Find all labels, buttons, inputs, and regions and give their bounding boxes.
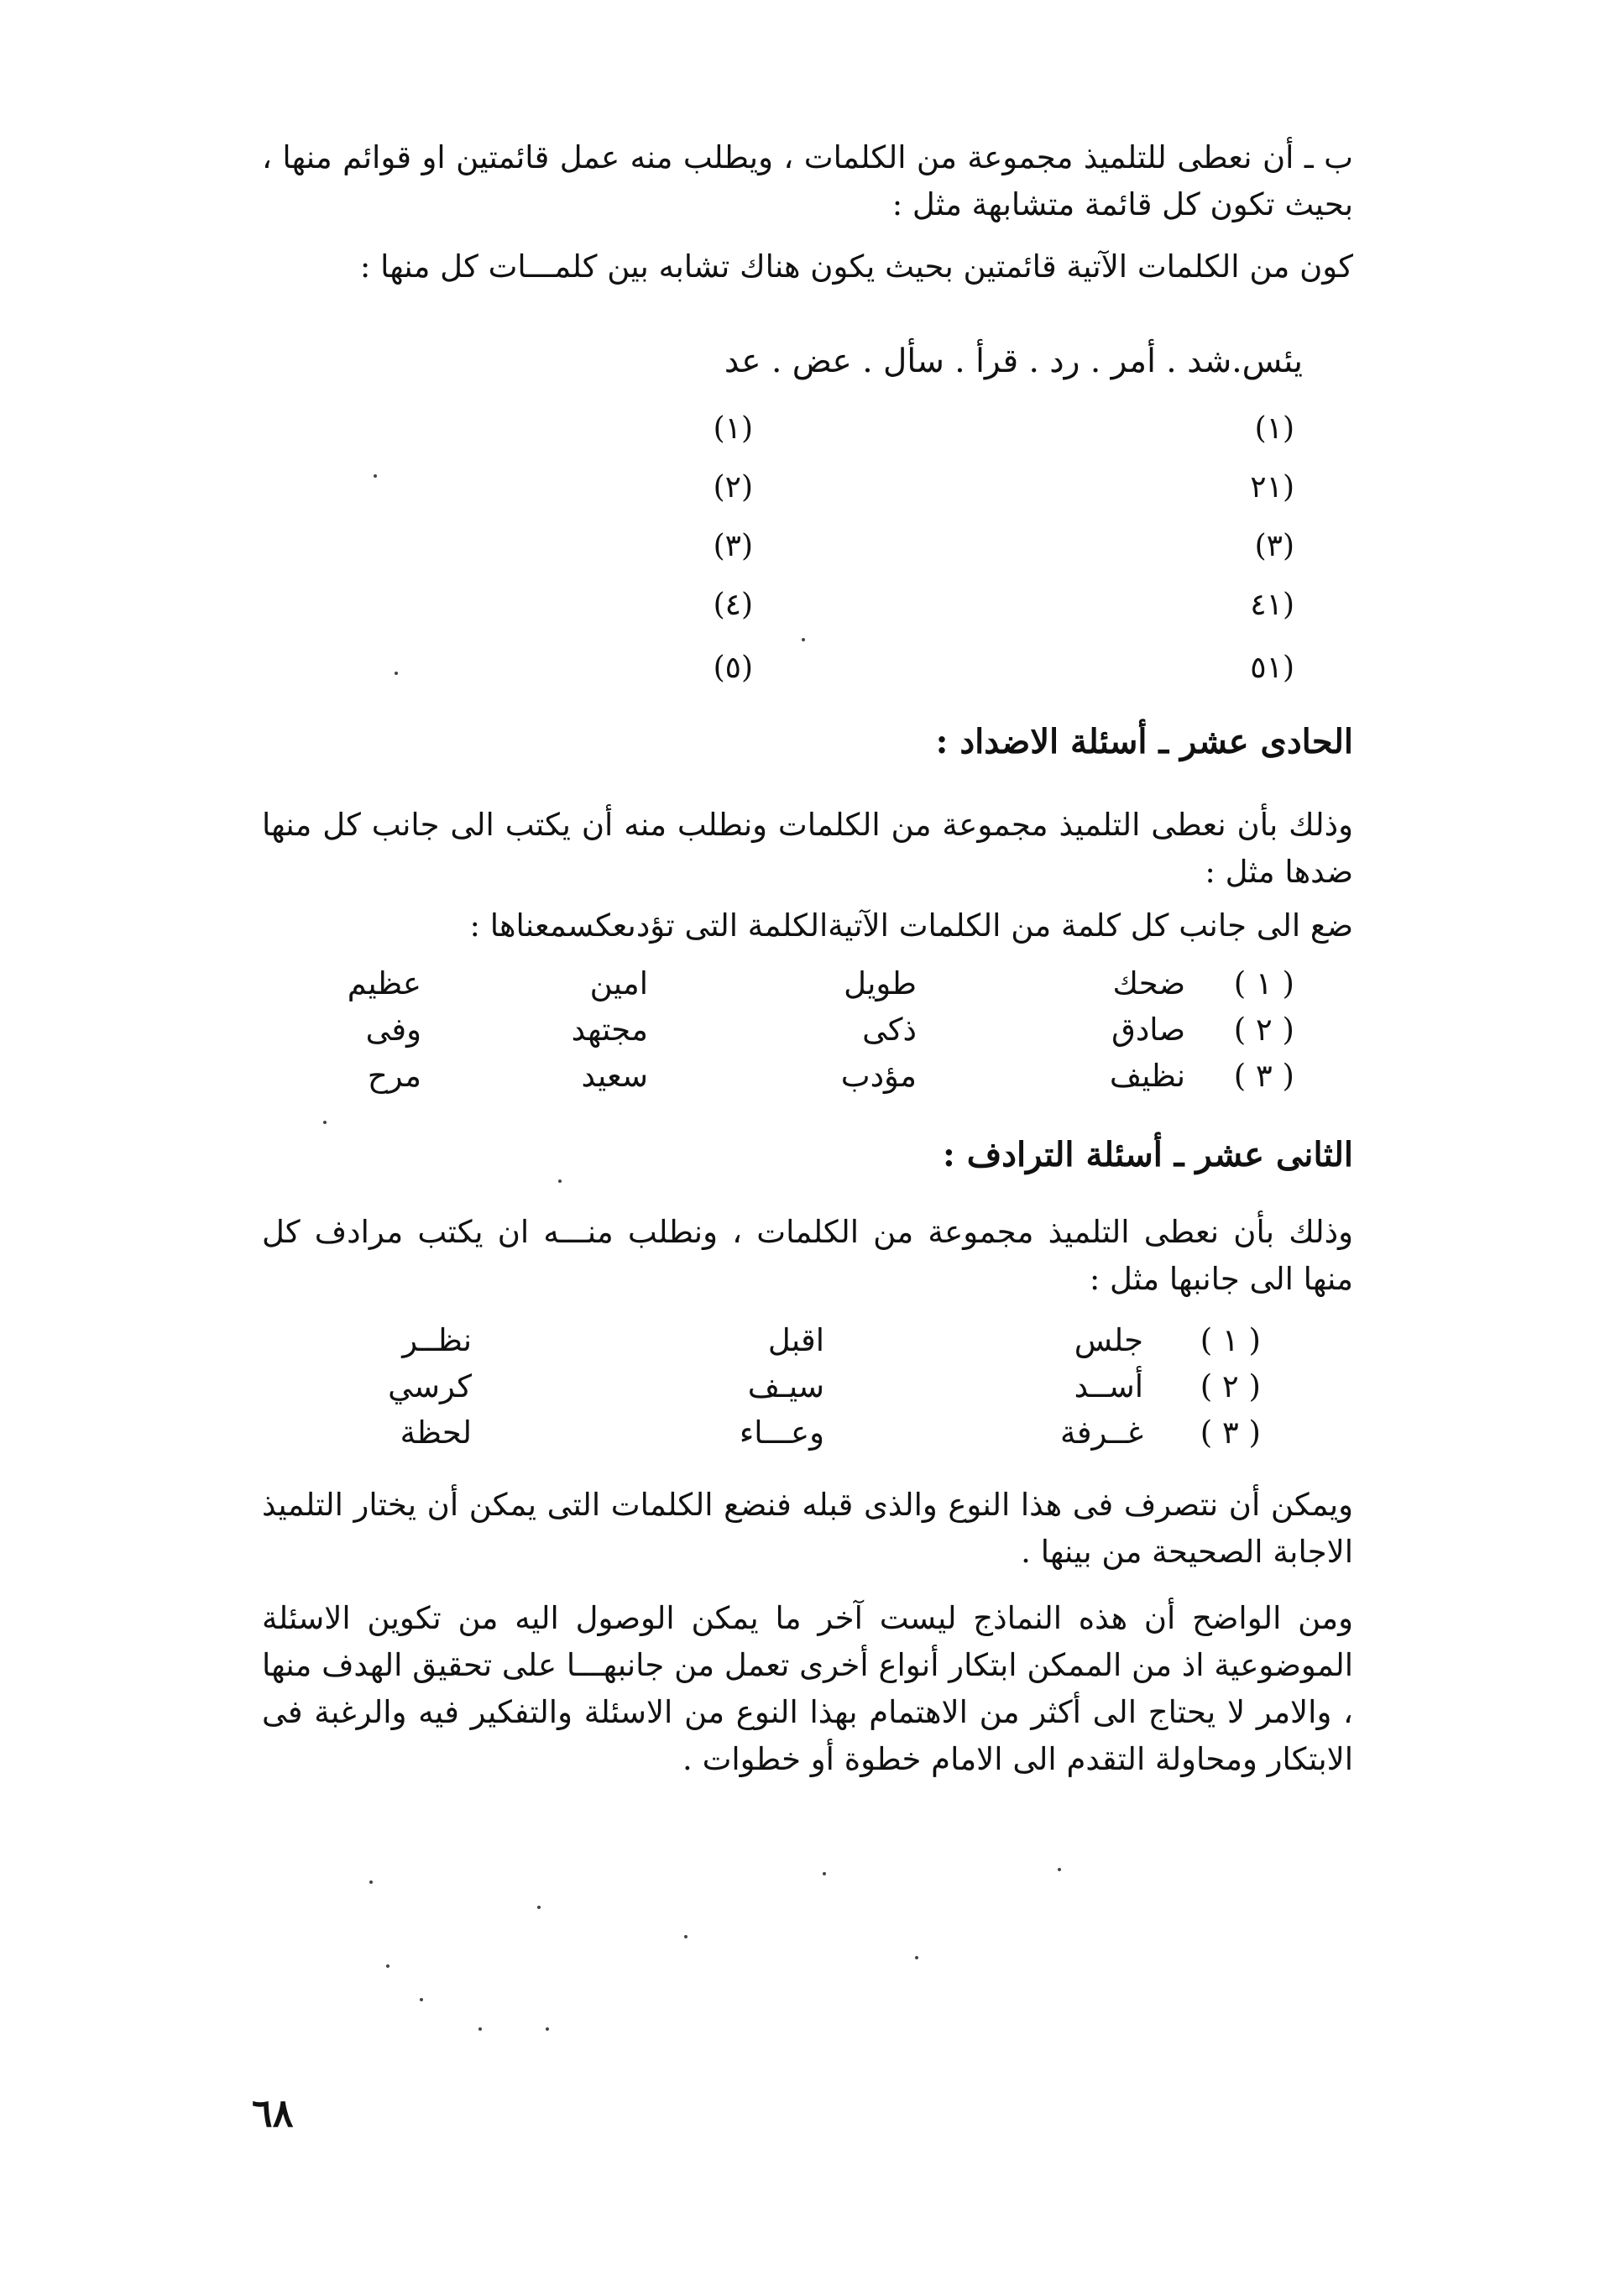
scan-speck xyxy=(802,638,805,641)
antonym-row-1-word-4: عظيم xyxy=(347,965,421,1002)
antonym-row-1-word-1: ضحك xyxy=(1112,965,1185,1002)
scan-speck xyxy=(915,1956,918,1959)
synonym-row-1-word-2: اقبل xyxy=(767,1322,824,1358)
scan-speck xyxy=(1058,1868,1061,1871)
scan-speck xyxy=(558,1179,562,1183)
synonym-row-3-word-3: لحظة xyxy=(400,1415,472,1451)
section-12-heading: الثانى عشر ـ أسئلة الترادف : xyxy=(943,1135,1353,1174)
antonym-row-1-word-2: طويل xyxy=(844,965,917,1002)
antonym-row-2-word-3: مجتهد xyxy=(571,1012,648,1048)
scan-speck xyxy=(478,2027,482,2031)
section-12-paragraph-1: وذلك بأن نعطى التلميذ مجموعة من الكلمات ، ونطلب منـــه ان يكتب مرادف كل منها الى جانبها مثل : xyxy=(262,1214,1353,1297)
antonym-row-1-word-3: امين xyxy=(589,965,648,1002)
blank-left-4: (٤) xyxy=(713,588,753,622)
intro-paragraph-2: كون من الكلمات الآتية قائمتين بحيث يكون هناك تشابه بين كلمـــات كل منها : xyxy=(359,248,1353,285)
blank-right-1: (١) xyxy=(1254,411,1294,446)
antonym-row-2-word-1: صادق xyxy=(1111,1012,1185,1048)
antonym-row-3-word-3: سعيد xyxy=(581,1058,648,1094)
scan-speck xyxy=(374,474,377,478)
synonym-row-3-word-2: وعـــاء xyxy=(739,1415,824,1451)
page-number: ٦٨ xyxy=(252,2090,294,2136)
scan-speck xyxy=(823,1872,826,1875)
section-12-paragraph-2: ويمكن أن نتصرف فى هذا النوع والذى قبله فنضع الكلمات التى يمكن أن يختار التلميذ الاجابة الصحيحة من بينها . xyxy=(262,1487,1353,1570)
synonym-row-1-word-1: جلس xyxy=(1074,1322,1143,1358)
blank-right-5: (٥١ xyxy=(1250,651,1294,685)
synonym-row-1-word-3: نظــر xyxy=(402,1322,472,1358)
section-11-paragraph-2: ضع الى جانب كل كلمة من الكلمات الآتيةالكلمة التى تؤدىعكسمعناها : xyxy=(469,907,1353,944)
antonym-row-3-number: ( ٣ ) xyxy=(1233,1058,1294,1094)
synonym-row-3-word-1: غــرفة xyxy=(1060,1415,1143,1451)
blank-left-5: (٥) xyxy=(713,651,753,685)
scan-speck xyxy=(395,672,398,675)
section-11-heading: الحادى عشر ـ أسئلة الاضداد : xyxy=(935,722,1353,761)
antonym-row-2-number: ( ٢ ) xyxy=(1233,1012,1294,1048)
blank-left-2: (٢) xyxy=(713,470,753,505)
section-12-paragraph-3: ومن الواضح أن هذه النماذج ليست آخر ما يمكن الوصول اليه من تكوين الاسئلة الموضوعية اذ من الممكن ابتكار أنواع أخرى تعمل من جانبهـــا على تحقيق الهدف منها ، والامر لا يحتاج الى أكثر من الاهتمام بهذا النوع من الاسئلة والتفكير فيه والرغبة فى الابتكار ومحاولة التقدم الى الامام خطوة أو خطوات . xyxy=(262,1600,1353,1777)
intro-paragraph-1: ب ـ أن نعطى للتلميذ مجموعة من الكلمات ، ويطلب منه عمل قائمتين او قوائم منها ، بحيث تكون كل قائمة متشابهة مثل : xyxy=(262,139,1353,222)
synonym-row-3-number: ( ٣ ) xyxy=(1200,1415,1261,1451)
synonym-row-1-number: ( ١ ) xyxy=(1200,1322,1261,1358)
synonym-row-2-word-1: أســد xyxy=(1074,1368,1143,1404)
scan-speck xyxy=(369,1880,373,1884)
word-list: يئس.شد . أمر . رد . قرأ . سأل . عض . عد xyxy=(724,343,1303,380)
scan-speck xyxy=(546,2027,549,2031)
antonym-row-3-word-2: مؤدب xyxy=(840,1058,917,1094)
antonym-row-3-word-4: مرح xyxy=(367,1058,421,1094)
scan-speck xyxy=(537,1906,541,1909)
scan-speck xyxy=(386,1964,389,1968)
section-11-paragraph-1: وذلك بأن نعطى التلميذ مجموعة من الكلمات ونطلب منه أن يكتب الى جانب كل منها ضدها مثل : xyxy=(262,807,1353,890)
scan-speck xyxy=(684,1935,687,1938)
antonym-row-3-word-1: نظيف xyxy=(1109,1058,1185,1094)
blank-left-1: (١) xyxy=(713,411,753,446)
antonym-row-1-number: ( ١ ) xyxy=(1233,965,1294,1002)
synonym-row-2-number: ( ٢ ) xyxy=(1200,1368,1261,1404)
blank-right-3: (٣) xyxy=(1254,529,1294,563)
scan-speck xyxy=(323,1121,327,1124)
blank-right-2: (٢١ xyxy=(1250,470,1294,505)
antonym-row-2-word-2: ذكى xyxy=(862,1012,917,1048)
antonym-row-2-word-4: وفى xyxy=(365,1012,421,1048)
synonym-row-2-word-3: كرسي xyxy=(388,1368,472,1404)
scan-speck xyxy=(420,1998,423,2001)
synonym-row-2-word-2: سيـف xyxy=(747,1368,824,1404)
blank-left-3: (٣) xyxy=(713,529,753,563)
blank-right-4: (٤١ xyxy=(1250,588,1294,622)
